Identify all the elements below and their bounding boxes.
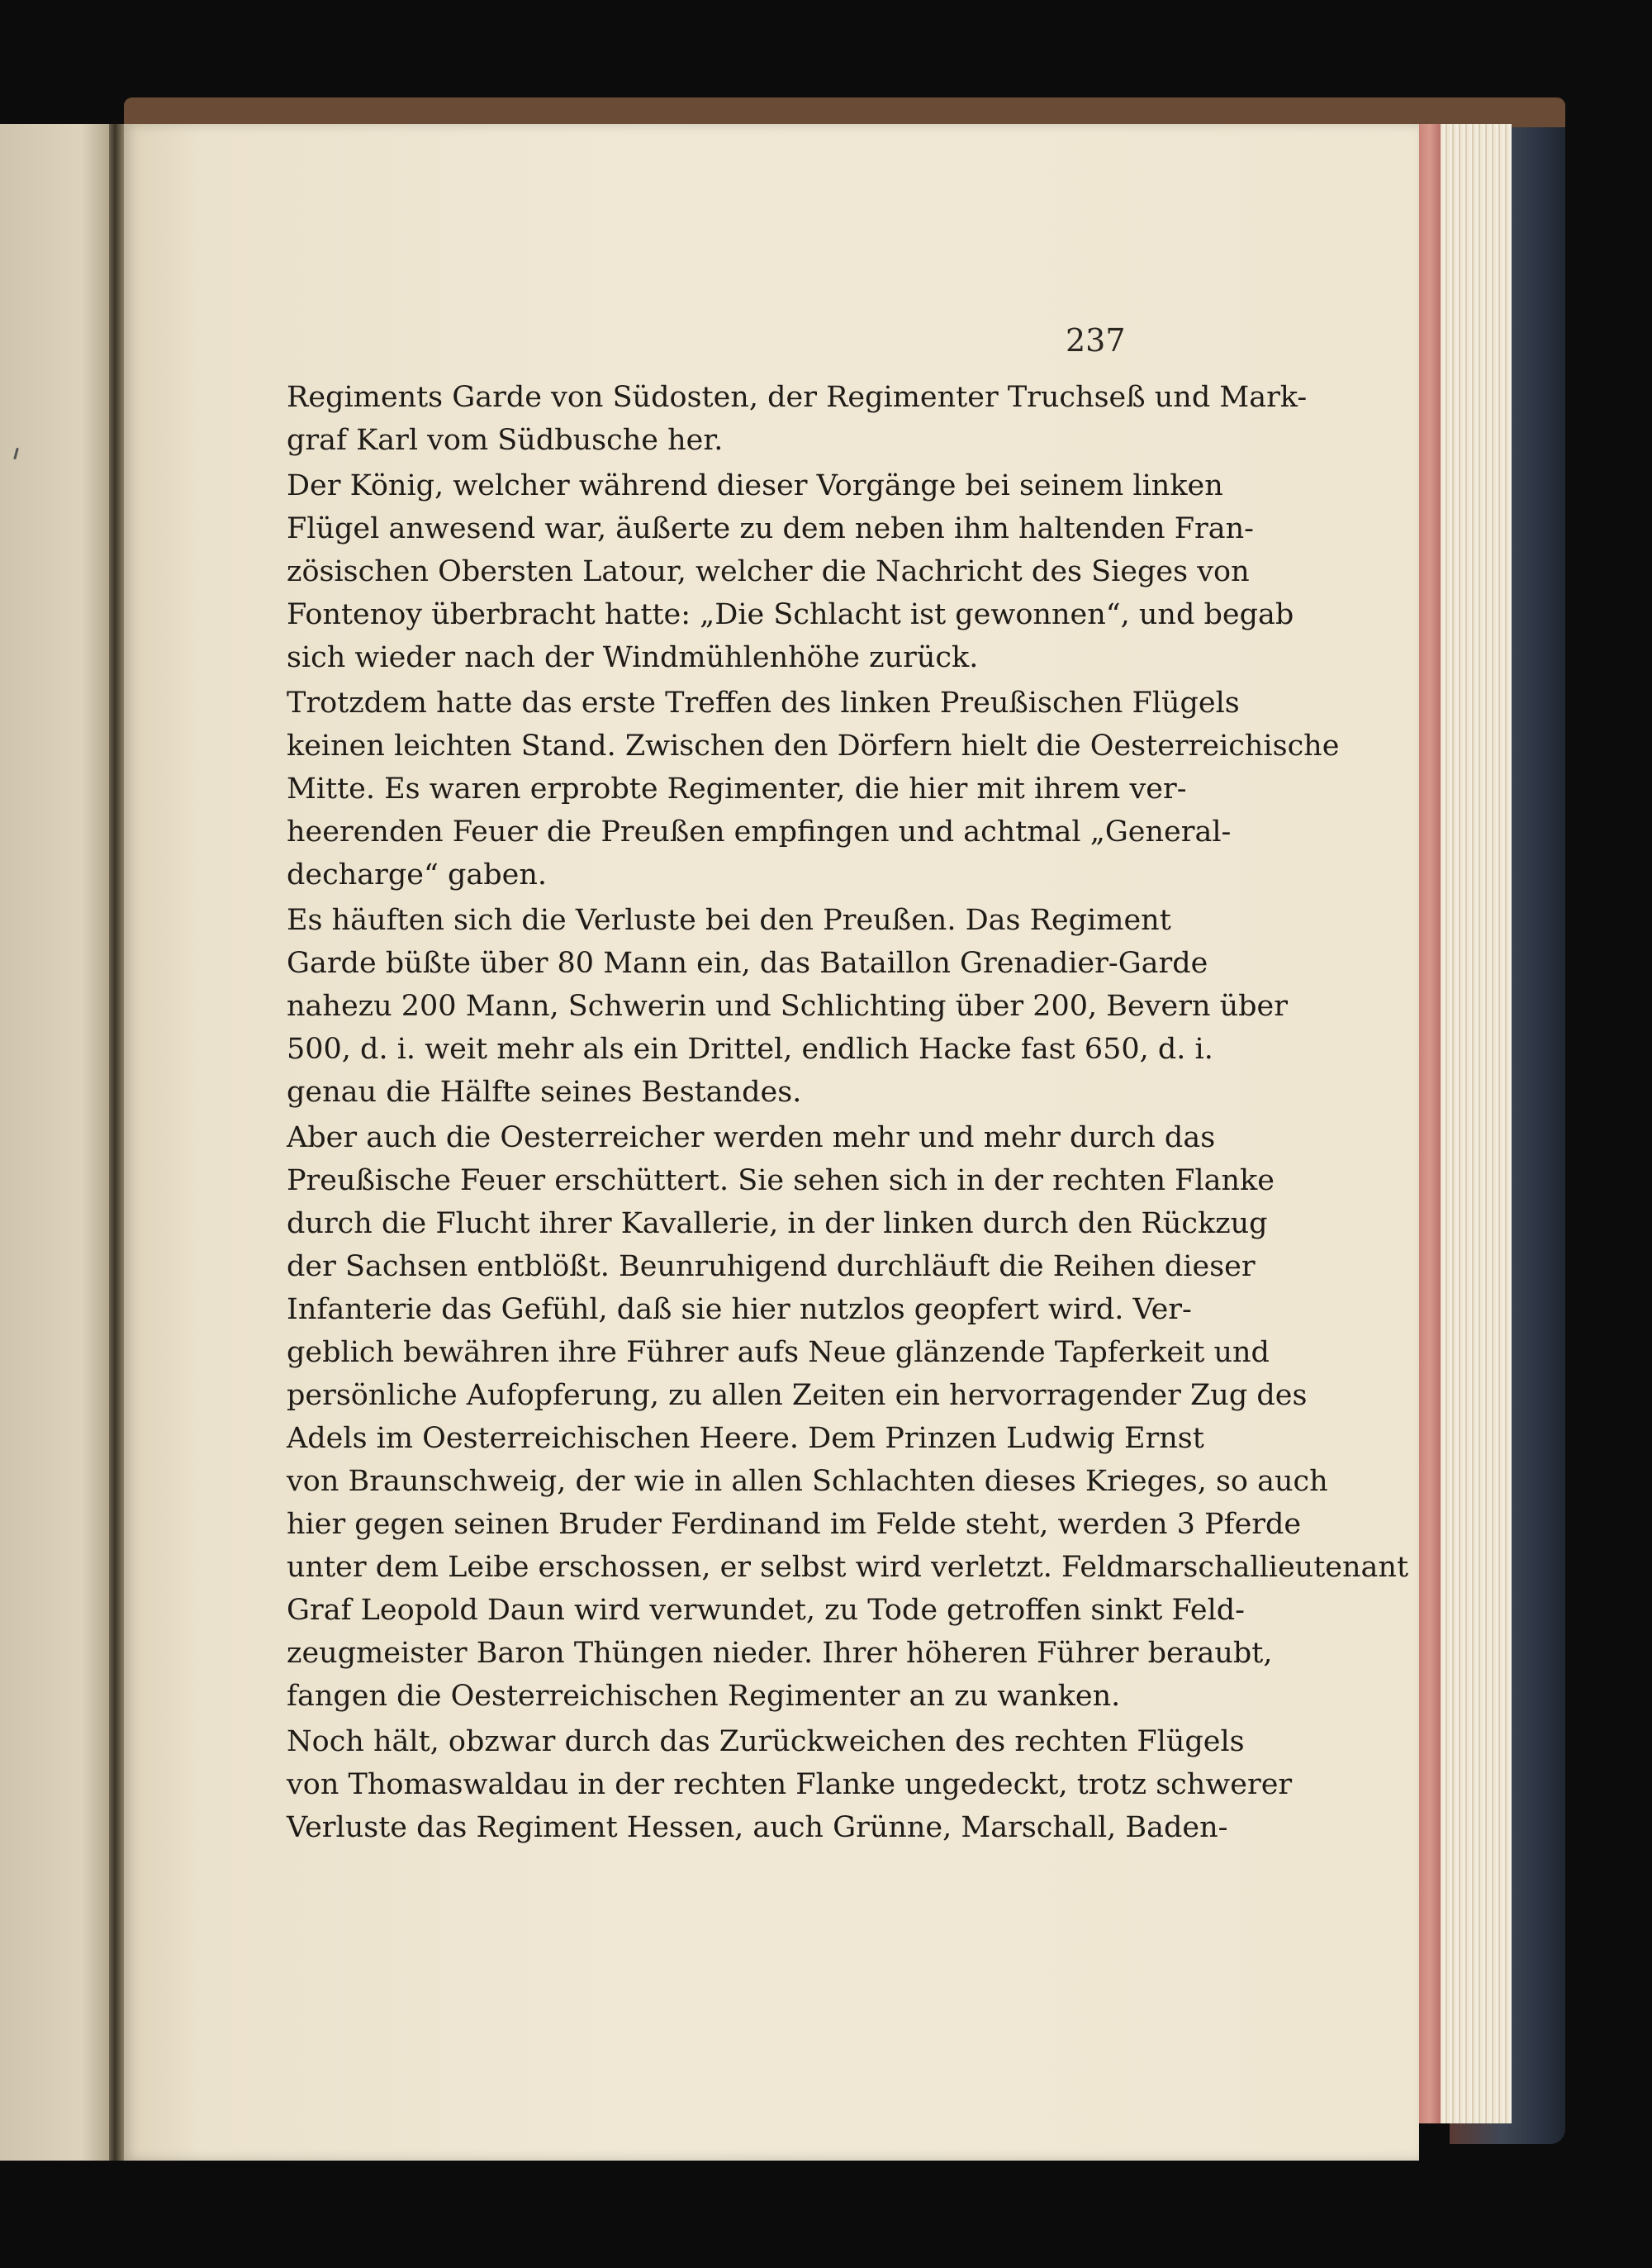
ink-mark	[13, 448, 19, 459]
text-line: 500, d. i. weit mehr als ein Drittel, endlich Hacke fast 650, d. i.	[287, 1033, 1213, 1066]
text-line: Flügel anwesend war, äußerte zu dem neben ihm haltenden Fran-	[287, 512, 1254, 545]
text-line: decharge“ gaben.	[287, 858, 548, 892]
text-line: Regiments Garde von Südosten, der Regimenter Truchseß und Mark-	[287, 381, 1308, 414]
text-line: Mitte. Es waren erprobte Regimenter, die hier mit ihrem ver-	[287, 773, 1187, 806]
text-line: der Sachsen entblößt. Beunruhigend durchläuft die Reihen dieser	[287, 1250, 1256, 1283]
text-line: nahezu 200 Mann, Schwerin und Schlichting über 200, Bevern über	[287, 990, 1288, 1023]
text-line: durch die Flucht ihrer Kavallerie, in der linken durch den Rückzug	[287, 1207, 1268, 1240]
text-line: von Thomaswaldau in der rechten Flanke ungedeckt, trotz schwerer	[287, 1768, 1293, 1801]
book-gutter	[109, 124, 124, 2161]
text-line: sich wieder nach der Windmühlenhöhe zurück.	[287, 641, 979, 674]
text-line: Garde büßte über 80 Mann ein, das Bataillon Grenadier-Garde	[287, 947, 1208, 980]
text-line: geblich bewähren ihre Führer aufs Neue glänzende Tapferkeit und	[287, 1336, 1270, 1369]
text-line: keinen leichten Stand. Zwischen den Dörfern hielt die Oesterreichische	[287, 730, 1340, 763]
facing-page-edge	[0, 124, 109, 2161]
red-page-edge	[1419, 124, 1441, 2123]
text-line: zeugmeister Baron Thüngen nieder. Ihrer höheren Führer beraubt,	[287, 1637, 1273, 1670]
text-line: Verluste das Regiment Hessen, auch Grünne, Marschall, Baden-	[287, 1811, 1228, 1844]
text-line: Graf Leopold Daun wird verwundet, zu Tode getroffen sinkt Feld-	[287, 1594, 1245, 1627]
text-line: graf Karl vom Südbusche her.	[287, 424, 724, 457]
text-line: Trotzdem hatte das erste Treffen des linken Preußischen Flügels	[287, 687, 1240, 720]
page-number: 237	[1066, 322, 1126, 359]
text-line: hier gegen seinen Bruder Ferdinand im Felde steht, werden 3 Pferde	[287, 1508, 1302, 1541]
text-line: Preußische Feuer erschüttert. Sie sehen sich in der rechten Flanke	[287, 1164, 1275, 1197]
text-line: zösischen Obersten Latour, welcher die Nachricht des Sieges von	[287, 555, 1250, 588]
text-line: Noch hält, obzwar durch das Zurückweichen des rechten Flügels	[287, 1725, 1245, 1758]
text-line: Aber auch die Oesterreicher werden mehr und mehr durch das	[287, 1121, 1216, 1154]
text-line: Fontenoy überbracht hatte: „Die Schlacht ist gewonnen“, und begab	[287, 598, 1294, 631]
text-line: Infanterie das Gefühl, daß sie hier nutzlos geopfert wird. Ver-	[287, 1293, 1192, 1326]
page-body-text	[287, 376, 1409, 1849]
text-line: Es häuften sich die Verluste bei den Preußen. Das Regiment	[287, 904, 1171, 937]
book-cover-top	[124, 97, 1565, 127]
text-line: unter dem Leibe erschossen, er selbst wird verletzt. Feldmarschallieutenant	[287, 1551, 1409, 1584]
text-line: genau die Hälfte seines Bestandes.	[287, 1076, 802, 1109]
text-line: Adels im Oesterreichischen Heere. Dem Prinzen Ludwig Ernst	[287, 1422, 1204, 1455]
text-line: heerenden Feuer die Preußen empfingen und achtmal „General-	[287, 815, 1232, 849]
text-line: Der König, welcher während dieser Vorgänge bei seinem linken	[287, 469, 1223, 502]
text-line: persönliche Aufopferung, zu allen Zeiten ein hervorragender Zug des	[287, 1379, 1308, 1412]
text-line: fangen die Oesterreichischen Regimenter an zu wanken.	[287, 1680, 1121, 1713]
text-line: von Braunschweig, der wie in allen Schlachten dieses Krieges, so auch	[287, 1465, 1328, 1498]
